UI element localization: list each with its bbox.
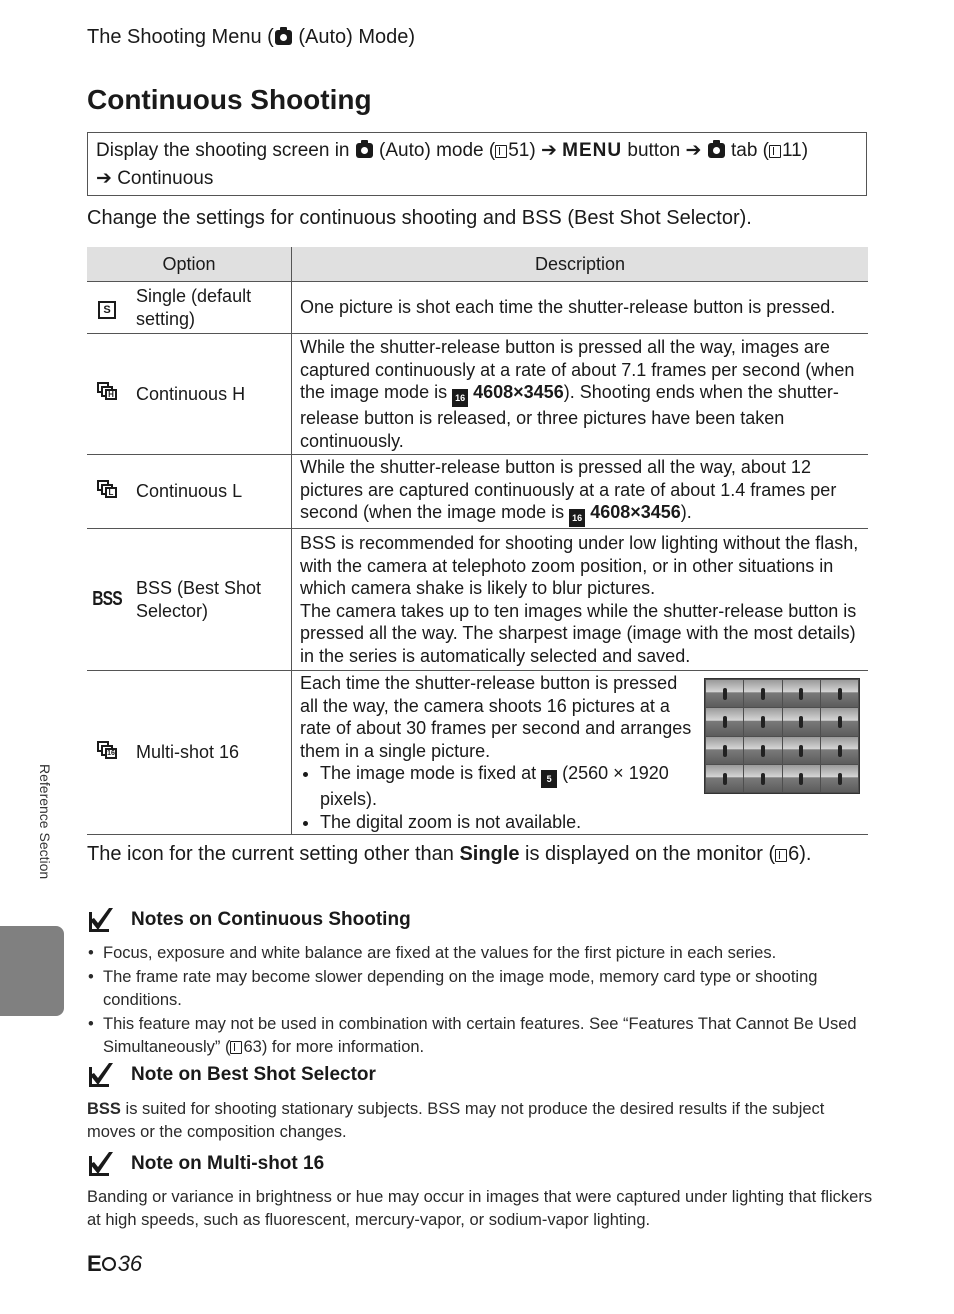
note-heading: Note on Multi-shot 16	[87, 1150, 324, 1178]
page-reference-link[interactable]: 51	[508, 140, 530, 161]
list-item: • The frame rate may become slower depending on the image mode, memory card type or shooting conditions.	[87, 966, 877, 1012]
bss-icon: BSS	[92, 588, 122, 611]
checkmark-icon	[87, 906, 115, 934]
option-description: One picture is shot each time the shutter-release button is pressed.	[292, 282, 869, 334]
page-reference-link[interactable]: 6	[788, 843, 800, 865]
option-description: Each time the shutter-release button is pressed all the way, the camera shoots 16 pictures at a rate of about 30 frames per second and arranges them in a single picture. • The image mode is fixed at 5 (2560 × 1920 pixels). • The digital zoom is not available.	[292, 671, 869, 835]
arrow-icon: ➔	[685, 140, 702, 161]
option-name: Multi-shot 16	[127, 671, 292, 835]
page-reference-icon	[230, 1041, 242, 1054]
arrow-icon: ➔	[96, 168, 112, 189]
table-row	[87, 282, 868, 334]
list-item: • The image mode is fixed at 5 (2560 × 1920 pixels).	[320, 762, 695, 811]
table-row	[87, 455, 868, 529]
note-heading: Note on Best Shot Selector	[87, 1061, 376, 1089]
image-mode-16m-icon: 16	[452, 389, 468, 407]
checkmark-icon	[87, 1150, 115, 1178]
continuous-h-icon: H	[97, 382, 117, 400]
list-item: • Focus, exposure and white balance are fixed at the values for the first picture in each series.	[87, 942, 877, 965]
table-row	[87, 529, 868, 671]
option-name: Single (default setting)	[127, 282, 292, 334]
table-header-row	[87, 247, 868, 282]
checkmark-icon	[87, 1061, 115, 1089]
section-side-label: Reference Section	[37, 764, 53, 880]
option-name: Continuous H	[127, 334, 292, 455]
list-item: • This feature may not be used in combination with certain features. See “Features That Cannot Be Used Simultaneously” ( 63) for more information.	[87, 1013, 877, 1059]
note-list	[87, 942, 877, 1060]
list-item: • The digital zoom is not available.	[320, 811, 695, 834]
column-header-option: Option	[87, 247, 292, 282]
note-body: BSS is suited for shooting stationary subjects. BSS may not produce the desired results if the subject moves or the composition changes.	[87, 1100, 825, 1141]
note-heading: Notes on Continuous Shooting	[87, 906, 411, 934]
single-icon: S	[98, 301, 116, 319]
multi-shot-16-icon: 16	[97, 741, 117, 759]
note-body: Banding or variance in brightness or hue may occur in images that were captured under lighting that flickers at high speeds, such as fluorescent, mercury-vapor, or sodium-vapor lighting.	[87, 1188, 873, 1229]
running-header: The Shooting Menu ( (Auto) Mode)	[87, 26, 416, 48]
page-number: E 36	[87, 1251, 143, 1276]
auto-camera-icon	[708, 143, 725, 158]
auto-camera-icon	[275, 30, 292, 45]
option-description: While the shutter-release button is pressed all the way, images are captured continuously at a rate of about 7.1 frames per second (when the image mode is 16 4608×3456). Shooting ends when the shutter-release button is released, or three pictures have been taken continuously.	[292, 334, 869, 455]
page-reference-link[interactable]: 11	[782, 140, 802, 161]
arrow-icon: ➔	[540, 140, 557, 161]
page-reference-icon	[769, 145, 781, 158]
continuous-l-icon: L	[97, 480, 117, 498]
page-reference-link[interactable]: 63	[243, 1038, 262, 1056]
reference-section-icon: E	[87, 1251, 116, 1277]
options-table	[87, 247, 868, 835]
menu-button-label: MENU	[562, 140, 623, 161]
table-row	[87, 671, 868, 835]
navigation-path-box: Display the shooting screen in (Auto) mode ( 51) ➔ MENU button ➔ tab ( 11) ➔ Continuous	[87, 132, 867, 196]
option-name: Continuous L	[127, 455, 292, 529]
page-title: Continuous Shooting	[87, 84, 372, 115]
option-description: BSS is recommended for shooting under low lighting without the flash, with the camera at telephoto zoom position, or in other situations in which camera shake is likely to blur pictures. The camera takes up to ten images while the shutter-release button is pressed all the way. The sharpest image (image with the most details) in the series is automatically selected and saved.	[292, 529, 869, 671]
column-header-description: Description	[292, 247, 869, 282]
auto-camera-icon	[356, 143, 373, 158]
image-mode-5m-icon: 5	[541, 770, 557, 788]
table-row	[87, 334, 868, 455]
option-description: While the shutter-release button is pressed all the way, about 12 pictures are captured continuously at a rate of about 1.4 frames per second (when the image mode is 16 4608×3456).	[292, 455, 869, 529]
section-tab	[0, 926, 64, 1016]
option-name: BSS (Best Shot Selector)	[127, 529, 292, 671]
intro-text: Change the settings for continuous shooting and BSS (Best Shot Selector).	[87, 207, 752, 229]
image-mode-16m-icon: 16	[569, 509, 585, 527]
page-reference-icon	[775, 849, 787, 862]
page-reference-icon	[495, 145, 507, 158]
multi-shot-sample-image	[704, 678, 860, 794]
icon-display-note: The icon for the current setting other than Single is displayed on the monitor ( 6).	[87, 843, 812, 865]
